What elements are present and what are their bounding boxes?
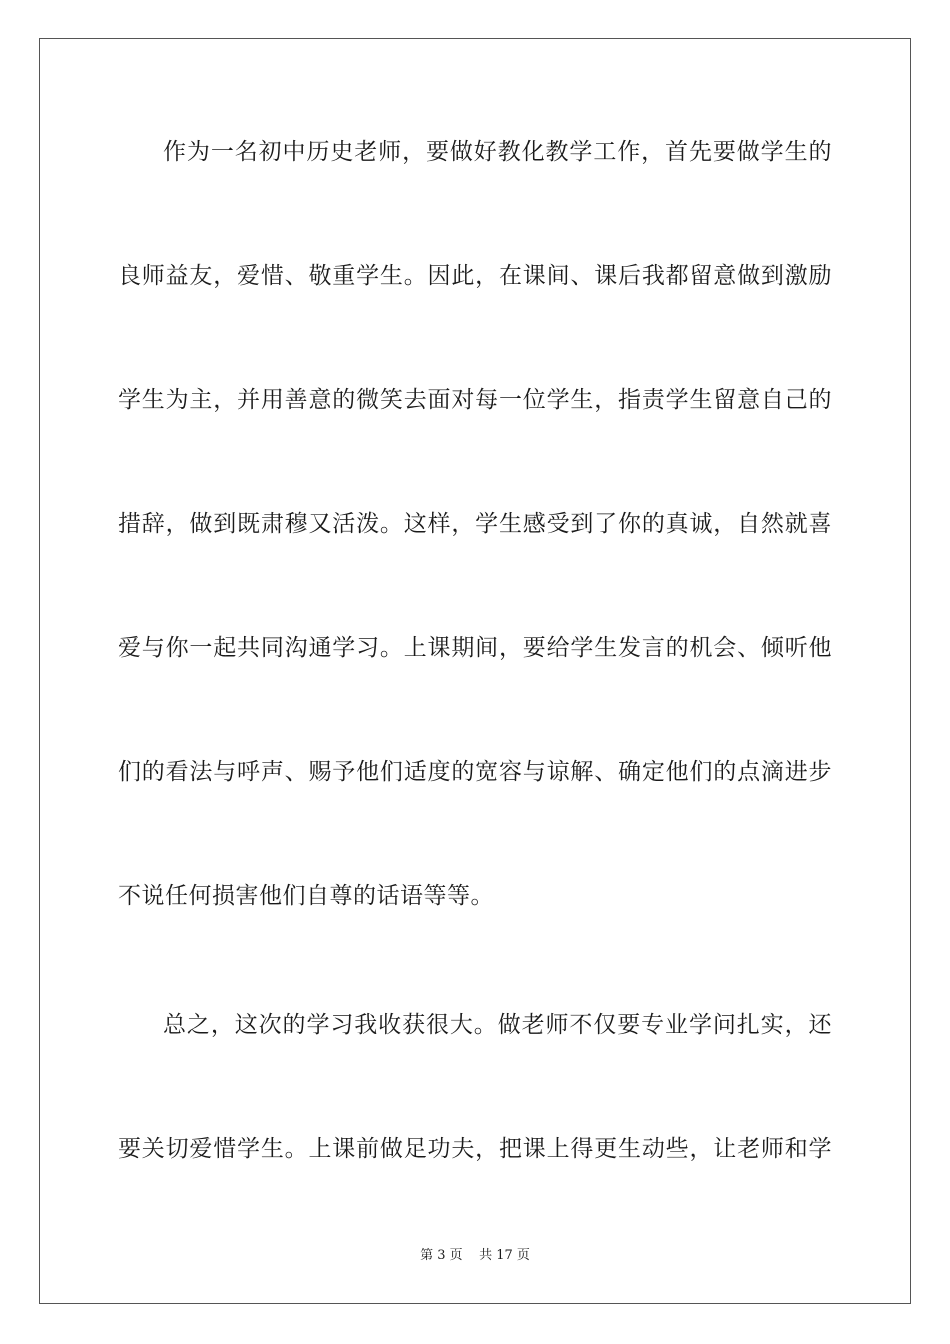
text-line: 不说任何损害他们自尊的话语等等。 xyxy=(118,883,494,909)
text-line: 爱与你一起共同沟通学习。上课期间，要给学生发言的机会、倾听他 xyxy=(118,635,832,661)
text-line: 学生为主，并用善意的微笑去面对每一位学生，指责学生留意自己的 xyxy=(118,387,832,413)
text-line: 措辞，做到既肃穆又活泼。这样，学生感受到了你的真诚，自然就喜 xyxy=(118,511,832,537)
page-border xyxy=(39,38,911,1304)
text-line: 作为一名初中历史老师，要做好教化教学工作，首先要做学生的 xyxy=(163,139,832,165)
page-footer xyxy=(0,1247,950,1265)
text-line: 要关切爱惜学生。上课前做足功夫，把课上得更生动些，让老师和学 xyxy=(118,1136,832,1162)
text-line: 们的看法与呼声、赐予他们适度的宽容与谅解、确定他们的点滴进步 xyxy=(118,759,832,785)
text-line: 总之，这次的学习我收获很大。做老师不仅要专业学问扎实，还 xyxy=(163,1012,832,1038)
text-line: 良师益友，爱惜、敬重学生。因此，在课间、课后我都留意做到激励 xyxy=(118,263,832,289)
page-number-label: 第 3 页 共 17 页 xyxy=(420,1248,530,1263)
